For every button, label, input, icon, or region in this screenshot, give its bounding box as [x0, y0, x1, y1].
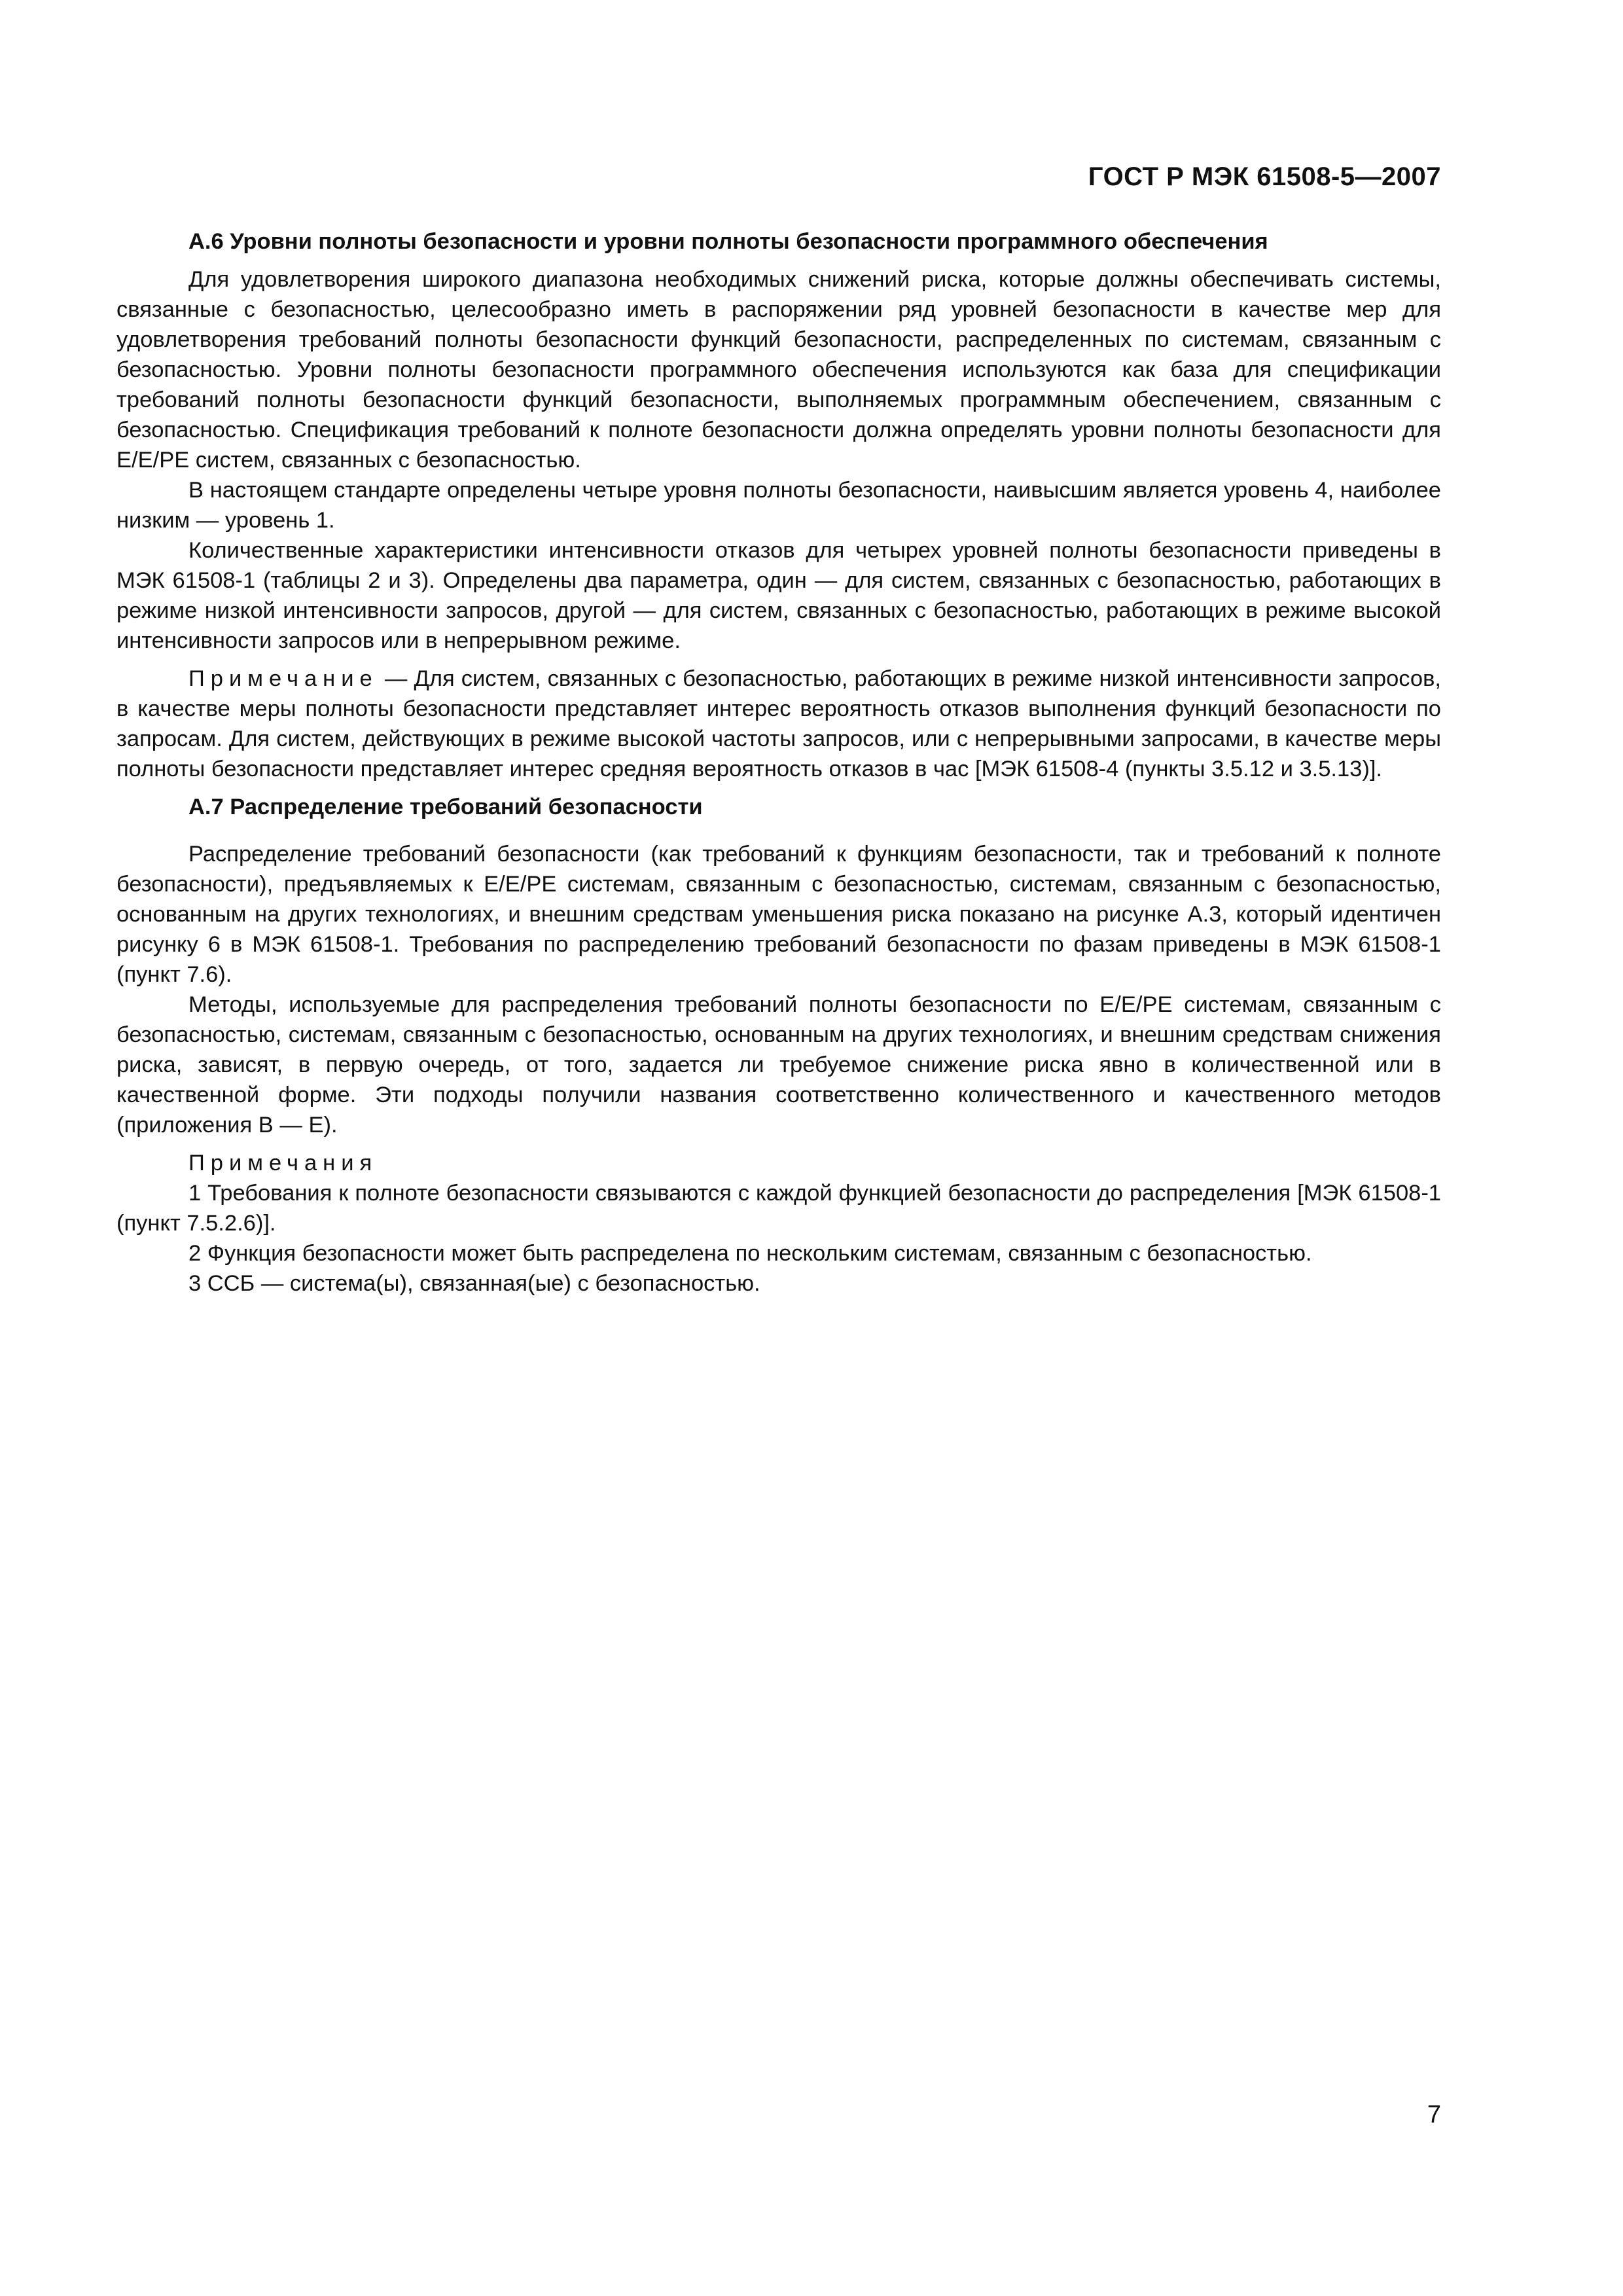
- section-a6-paragraph-1: Для удовлетворения широкого диапазона необходимых снижений риска, которые должны обеспечивать системы, связанные с безопасностью, целесообразно иметь в распоряжении ряд уровней безопасности в качестве мер для удовлетворения требований полноты безопасности функций безопасности, распределенных по системам, связанным с безопасностью. Уровни полноты безопасности программного обеспечения используются как база для спецификации требований полноты безопасности функций безопасности, выполняемых программным обеспечением, связанным с безопасностью. Спецификация требований к полноте безопасности должна определять уровни полноты безопасности для E/E/PE систем, связанных с безопасностью.: [116, 267, 1441, 473]
- section-a6-note: [116, 664, 1441, 784]
- section-a7-paragraph-2: Методы, используемые для распределения требований полноты безопасности по E/E/PE системам, связанным с безопасностью, системам, связанным с безопасностью, основанным на других технологиях, и внешним средствам снижения риска, зависят, в первую очередь, от того, задается ли требуемое снижение риска явно в количественной или в качественной форме. Эти подходы получили названия соответственно количественного и качественного методов (приложения В — Е).: [116, 992, 1441, 1138]
- note-text: — Для систем, связанных с безопасностью, работающих в режиме низкой интенсивности запросов, в качестве меры полноты безопасности представляет интерес вероятность отказов выполнения функций безопасности по запросам. Для систем, действующих в режиме высокой частоты запросов, или с непрерывными запросами, в качестве меры полноты безопасности представляет интерес средняя вероятность отказов в час [МЭК 61508-4 (пункты 3.5.12 и 3.5.13)].: [116, 666, 1441, 781]
- page-number: 7: [1427, 2101, 1441, 2128]
- section-a7-note-3: 3 ССБ — система(ы), связанная(ые) с безопасностью.: [188, 1271, 760, 1296]
- section-a7-note-1: 1 Требования к полноте безопасности связываются с каждой функцией безопасности до распределения [МЭК 61508-1 (пункт 7.5.2.6)].: [116, 1181, 1441, 1236]
- section-a7-paragraph-1: Распределение требований безопасности (как требований к функциям безопасности, так и требований к полноте безопасности), предъявляемых к E/E/PE системам, связанным с безопасностью, системам, связанным с безопасностью, основанным на других технологиях, и внешним средствам уменьшения риска показано на рисунке А.3, который идентичен рисунку 6 в МЭК 61508-1. Требования по распределению требований безопасности по фазам приведены в МЭК 61508-1 (пункт 7.6).: [116, 842, 1441, 987]
- note-label: Примечание: [188, 666, 378, 691]
- section-a7-note-2: 2 Функция безопасности может быть распределена по нескольким системам, связанным с безопасностью.: [188, 1241, 1312, 1266]
- document-id-header: ГОСТ Р МЭК 61508-5—2007: [1088, 162, 1441, 191]
- section-a7-notes-label: [116, 1148, 1441, 1178]
- notes-label: Примечания: [188, 1151, 378, 1175]
- document-body: [116, 226, 1441, 1299]
- section-a6-heading: А.6 Уровни полноты безопасности и уровни полноты безопасности программного обеспечения: [188, 229, 1268, 254]
- section-a6-paragraph-2: В настоящем стандарте определены четыре уровня полноты безопасности, наивысшим является уровень 4, наиболее низким — уровень 1.: [116, 478, 1441, 533]
- section-a7-heading: А.7 Распределение требований безопасности: [188, 795, 703, 819]
- section-a6-paragraph-3: Количественные характеристики интенсивности отказов для четырех уровней полноты безопасности приведены в МЭК 61508-1 (таблицы 2 и 3). Определены два параметра, один — для систем, связанных с безопасностью, работающих в режиме низкой интенсивности запросов, другой — для систем, связанных с безопасностью, работающих в режиме высокой интенсивности запросов или в непрерывном режиме.: [116, 538, 1441, 653]
